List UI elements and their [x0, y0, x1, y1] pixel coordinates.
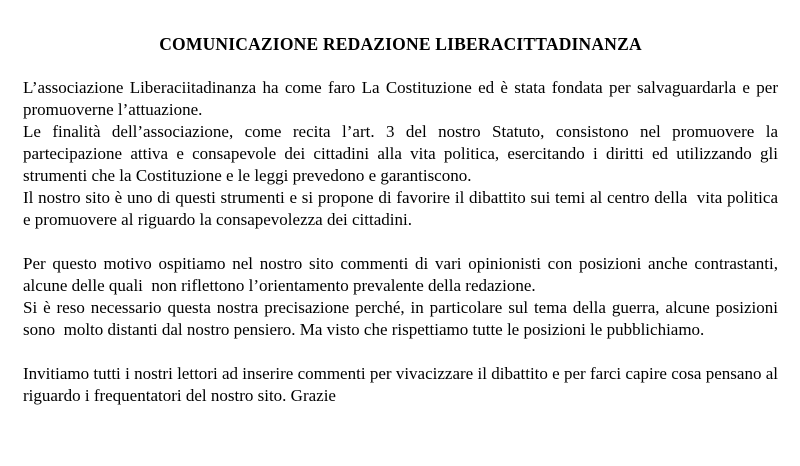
document-title: COMUNICAZIONE REDAZIONE LIBERACITTADINANZA — [159, 34, 642, 54]
paragraph-association-purpose: L’associazione Liberaciitadinanza ha come faro La Costituzione ed è stata fondata per salvaguardarla e per promuoverne l’attuazione. — [23, 78, 783, 119]
paragraph-block-invitation — [23, 363, 783, 407]
paragraph-statute-goals: Le finalità dell’associazione, come recita l’art. 3 del nostro Statuto, consistono nel promuovere la partecipazione attiva e consapevole dei cittadini alla vita politica, esercitando i diritti ed utilizzando gli strumenti che la Costituzione e le leggi prevedono e garantiscono. — [23, 122, 783, 185]
paragraph-opinionists: Per questo motivo ospitiamo nel nostro sito commenti di vari opinionisti con posizioni anche contrastanti, alcune delle quali non riflettono l’orientamento prevalente della redazione. — [23, 254, 783, 295]
paragraph-site-purpose: Il nostro sito è uno di questi strumenti e si propone di favorire il dibattito sui temi al centro della vita politica e promuovere al riguardo la consapevolezza dei cittadini. — [23, 188, 783, 229]
paragraph-clarification: Si è reso necessario questa nostra precisazione perché, in particolare sul tema della guerra, alcune posizioni sono molto distanti dal nostro pensiero. Ma visto che rispettiamo tutte le posizioni le pubblichiamo. — [23, 298, 783, 339]
paragraph-block-intro — [23, 77, 783, 231]
paragraph-block-positions — [23, 253, 783, 341]
paragraph-invitation: Invitiamo tutti i nostri lettori ad inserire commenti per vivacizzare il dibattito e per farci capire cosa pensano al riguardo i frequentatori del nostro sito. Grazie — [23, 364, 783, 405]
